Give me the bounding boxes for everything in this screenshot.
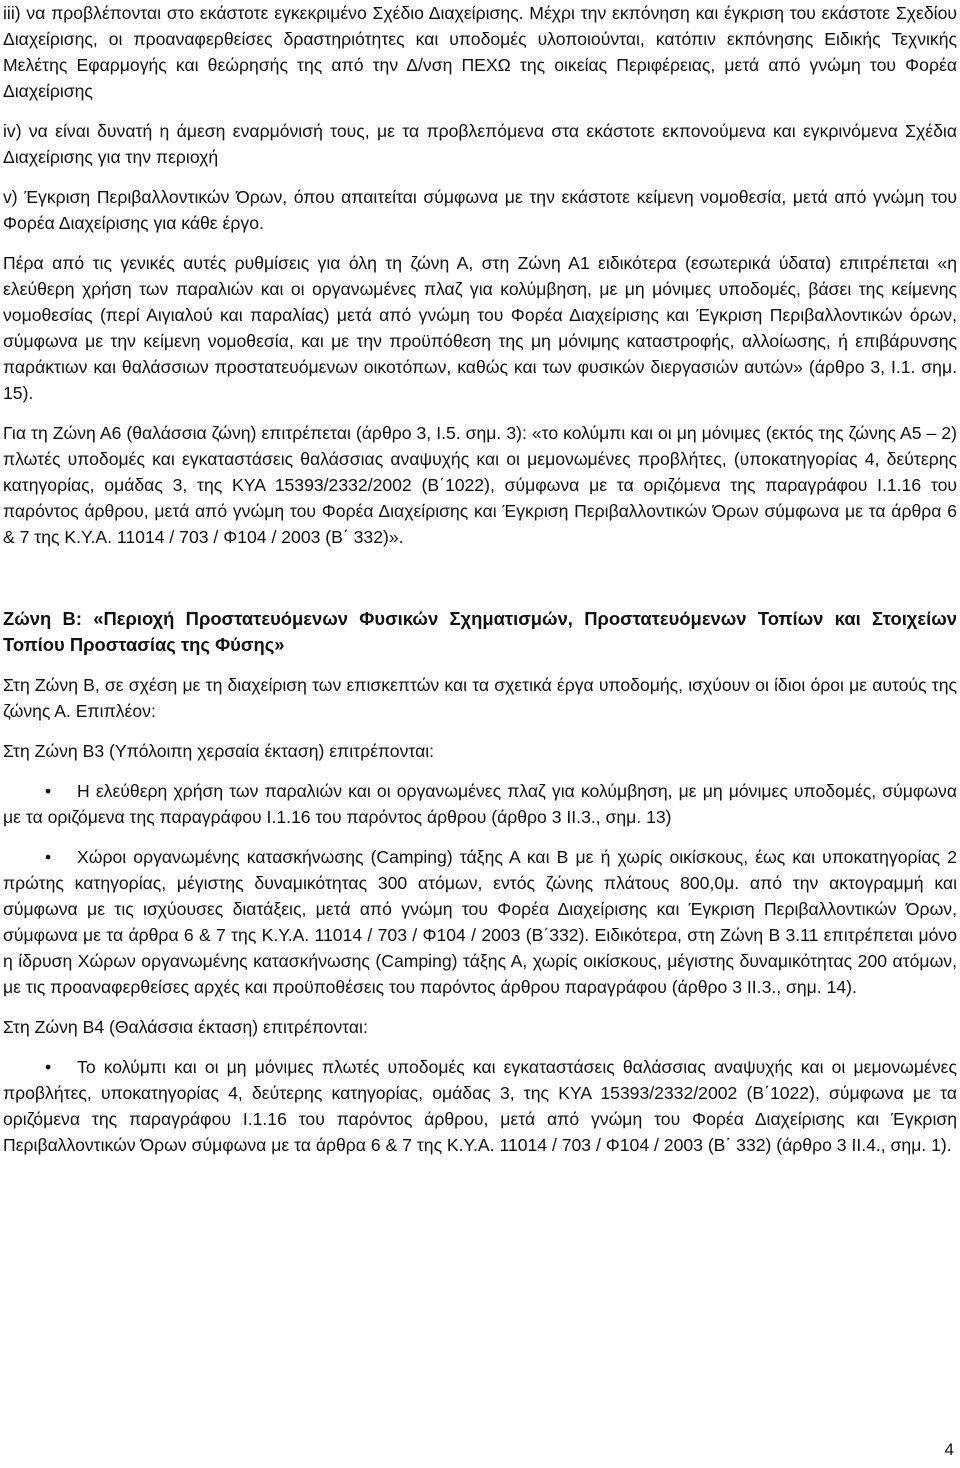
list-item-text: Η ελεύθερη χρήση των παραλιών και οι οργανωμένες πλαζ για κολύμβηση, με μη μόνιμες υποδομές, σύμφωνα με τα οριζόμενα της παραγράφου Ι.1.16 του παρόντος άρθρου (άρθρο 3 ΙΙ.3., σημ. 13): [3, 781, 957, 827]
paragraph-v: v) Έγκριση Περιβαλλοντικών Όρων, όπου απαιτείται σύμφωνα με την εκάστοτε κείμενη νομοθεσία, μετά από γνώμη του Φορέα Διαχείρισης για κάθε έργο.: [3, 187, 957, 233]
paragraph-zone-a1: Πέρα από τις γενικές αυτές ρυθμίσεις για όλη τη ζώνη Α, στη Ζώνη Α1 ειδικότερα (εσωτερικά ύδατα) επιτρέπεται «η ελεύθερη χρήση των παραλιών και οι οργανωμένες πλαζ για κολύμβηση, με μη μόνιμες υποδομές, βάσει της κείμενης νομοθεσίας (περί Αιγιαλού και παραλίας) μετά από γνώμη του Φορέα Διαχείρισης και Έγκριση Περιβαλλοντικών όρων, σύμφωνα με την κείμενη νομοθεσία, και με την προϋπόθεση της μη μόνιμης καταστροφής, αλλοίωσης, ή επιβάρυνσης παράκτιων και θαλάσσιων προστατευόμενων οικοτόπων, καθώς και των φυσικών διεργασιών αυτών» (άρθρο 3, Ι.1. σημ. 15).: [3, 253, 957, 403]
paragraph-iii: iii) να προβλέπονται στο εκάστοτε εγκεκριμένο Σχέδιο Διαχείρισης. Μέχρι την εκπόνηση και έγκριση του εκάστοτε Σχεδίου Διαχείρισης, οι προαναφερθείσες δραστηριότητες και υποδομές υλοποιούνται, κατόπιν εκπόνησης Ειδικής Τεχνικής Μελέτης Εφαρμογής και θεώρησής της από την Δ/νση ΠΕΧΩ της οικείας Περιφέρειας, μετά από γνώμη του Φορέα Διαχείρισης: [3, 3, 957, 101]
paragraph-zone-b3-intro: Στη Ζώνη Β3 (Υπόλοιπη χερσαία έκταση) επιτρέπονται:: [3, 741, 435, 761]
section-heading-zone-b: Ζώνη Β: «Περιοχή Προστατευόμενων Φυσικών Σχηματισμών, Προστατευόμενων Τοπίων και Στοιχείων Τοπίου Προστασίας της Φύσης»: [3, 608, 957, 655]
paragraph-zone-b4-intro: Στη Ζώνη Β4 (Θαλάσσια έκταση) επιτρέπονται:: [3, 1017, 368, 1037]
paragraph-iv: iv) να είναι δυνατή η άμεση εναρμόνισή τους, με τα προβλεπόμενα στα εκάστοτε εκπονούμενα και εγκρινόμενα Σχέδια Διαχείρισης για την περιοχή: [3, 121, 957, 167]
page-number: 4: [944, 1440, 954, 1459]
bullet-icon: •: [45, 847, 52, 867]
list-item: [3, 844, 957, 1000]
paragraph-zone-b-intro: Στη Ζώνη Β, σε σχέση με τη διαχείριση των επισκεπτών και τα σχετικά έργα υποδομής, ισχύουν οι ίδιοι όροι με αυτούς της ζώνης Α. Επιπλέον:: [3, 675, 957, 721]
list-item: [3, 778, 957, 830]
list-item-text: Το κολύμπι και οι μη μόνιμες πλωτές υποδομές και εγκαταστάσεις θαλάσσιας αναψυχής και οι μεμονωμένες προβλήτες, υποκατηγορίας 4, δεύτερης κατηγορίας, ομάδας 3, της ΚΥΑ 15393/2332/2002 (Β΄1022), σύμφωνα με τα οριζόμενα της παραγράφου Ι.1.16 του παρόντος άρθρου, μετά από γνώμη του Φορέα Διαχείρισης και Έγκριση Περιβαλλοντικών Όρων σύμφωνα με τα άρθρα 6 & 7 της Κ.Υ.Α. 11014 / 703 / Φ104 / 2003 (Β΄ 332) (άρθρο 3 ΙΙ.4., σημ. 1).: [3, 1057, 957, 1155]
paragraph-zone-a6: Για τη Ζώνη Α6 (θαλάσσια ζώνη) επιτρέπεται (άρθρο 3, Ι.5. σημ. 3): «το κολύμπι και οι μη μόνιμες (εκτός της ζώνης Α5 – 2) πλωτές υποδομές και εγκαταστάσεις θαλάσσιας αναψυχής και οι μεμονωμένες προβλήτες, (υποκατηγορίας 4, δεύτερης κατηγορίας, ομάδας 3, της ΚΥΑ 15393/2332/2002 (Β΄1022), σύμφωνα με τα οριζόμενα της παραγράφου Ι.1.16 του παρόντος άρθρου, μετά από γνώμη του Φορέα Διαχείρισης και Έγκριση Περιβαλλοντικών Όρων σύμφωνα με τα άρθρα 6 & 7 της Κ.Υ.Α. 11014 / 703 / Φ104 / 2003 (Β΄ 332)».: [3, 423, 957, 547]
list-item-text: Χώροι οργανωμένης κατασκήνωσης (Camping) τάξης Α και Β με ή χωρίς οικίσκους, έως και υποκατηγορίας 2 πρώτης κατηγορίας, μέγιστης δυναμικότητας 300 ατόμων, εντός ζώνης πλάτους 800,0μ. από την ακτογραμμή και σύμφωνα με τις ισχύουσες διατάξεις, μετά από γνώμη του Φορέα Διαχείρισης και Έγκριση Περιβαλλοντικών Όρων, σύμφωνα με τα άρθρα 6 & 7 της Κ.Υ.Α. 11014 / 703 / Φ104 / 2003 (Β΄332). Ειδικότερα, στη Ζώνη Β 3.11 επιτρέπεται μόνο η ίδρυση Χώρων οργανωμένης κατασκήνωσης (Camping) τάξης Α, χωρίς οικίσκους, μέγιστης δυναμικότητας 200 ατόμων, με τις προαναφερθείσες αρχές και προϋποθέσεις του παρόντος άρθρου παραγράφου (άρθρο 3 ΙΙ.3., σημ. 14).: [3, 847, 957, 997]
list-item: [3, 1054, 957, 1158]
document-page: [3, 0, 957, 1158]
bullet-icon: •: [45, 781, 52, 801]
bullet-icon: •: [45, 1057, 52, 1077]
